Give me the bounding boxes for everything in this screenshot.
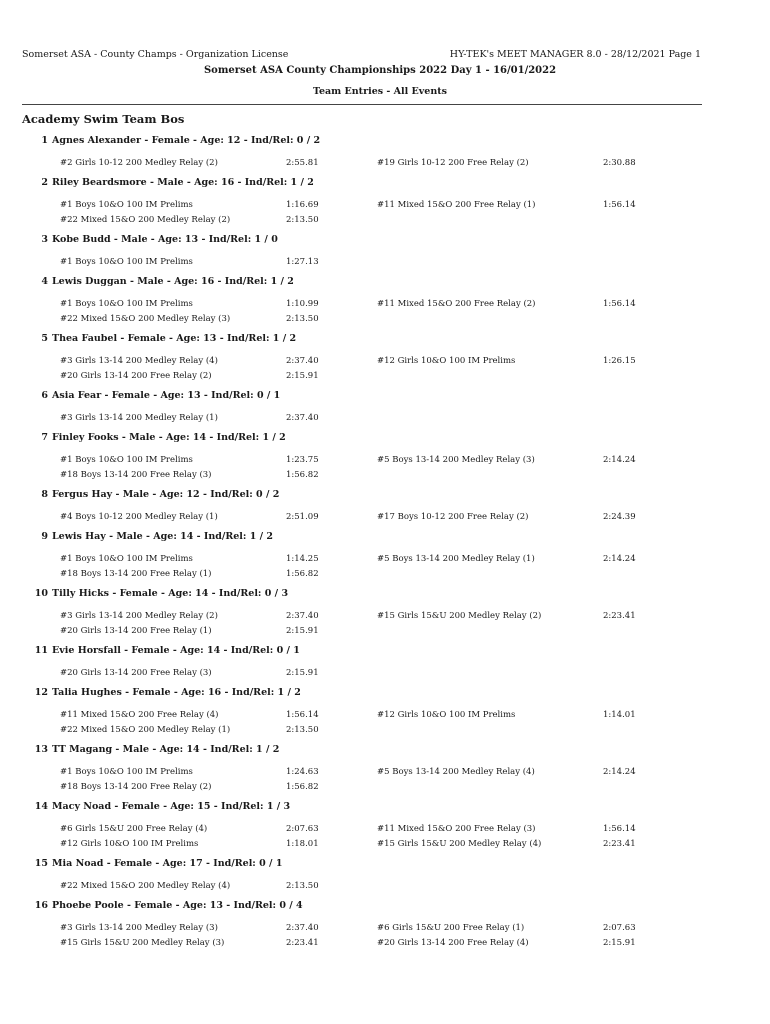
entry-time: 1:26.15 bbox=[603, 356, 636, 366]
athlete-name: Talia Hughes - Female - Age: 16 - Ind/Rel: 1 / 2 bbox=[52, 687, 301, 698]
athlete-heading bbox=[30, 645, 300, 656]
entry-time: 2:37.40 bbox=[286, 413, 319, 423]
athlete-number: 8 bbox=[41, 489, 48, 500]
entry-event: #3 Girls 13-14 200 Medley Relay (2) bbox=[60, 611, 218, 621]
entry-time: 1:27.13 bbox=[286, 257, 319, 267]
entry-event: #22 Mixed 15&O 200 Medley Relay (2) bbox=[60, 214, 231, 225]
athlete-heading bbox=[30, 744, 279, 755]
entry-time: 1:16.69 bbox=[286, 200, 319, 210]
entry-time: 2:07.63 bbox=[603, 923, 636, 933]
entry-time: 1:14.01 bbox=[603, 710, 636, 720]
entry-time: 1:24.63 bbox=[286, 767, 319, 777]
athlete-number: 14 bbox=[34, 801, 48, 812]
athlete-number: 5 bbox=[41, 333, 48, 344]
entry-event: #5 Boys 13-14 200 Medley Relay (4) bbox=[377, 767, 535, 777]
entry-time: 2:13.50 bbox=[286, 724, 319, 735]
entry-time: 1:56.14 bbox=[603, 200, 636, 210]
entry-event: #5 Boys 13-14 200 Medley Relay (1) bbox=[377, 554, 535, 564]
athlete-name: Phoebe Poole - Female - Age: 13 - Ind/Rel: 0 / 4 bbox=[52, 900, 303, 911]
athlete-number: 6 bbox=[41, 390, 48, 401]
entry-event: #2 Girls 10-12 200 Medley Relay (2) bbox=[60, 158, 218, 168]
athlete-name: Kobe Budd - Male - Age: 13 - Ind/Rel: 1 / 0 bbox=[52, 234, 278, 245]
athlete-heading bbox=[30, 588, 288, 599]
athlete-heading bbox=[30, 801, 290, 812]
entry-time: 1:56.14 bbox=[603, 824, 636, 834]
entry-time: 2:30.88 bbox=[603, 158, 636, 168]
report-subtitle: Team Entries - All Events bbox=[313, 86, 447, 97]
entry-event: #18 Boys 13-14 200 Free Relay (1) bbox=[60, 568, 212, 579]
entry-time: 2:51.09 bbox=[286, 512, 319, 522]
athlete-name: Macy Noad - Female - Age: 15 - Ind/Rel: 1 / 3 bbox=[52, 801, 291, 812]
athlete-number: 10 bbox=[34, 588, 48, 599]
entry-event: #1 Boys 10&O 100 IM Prelims bbox=[60, 200, 193, 210]
entry-time: 1:18.01 bbox=[286, 838, 319, 849]
athlete-number: 12 bbox=[34, 687, 48, 698]
entry-event: #1 Boys 10&O 100 IM Prelims bbox=[60, 257, 193, 267]
entry-event: #4 Boys 10-12 200 Medley Relay (1) bbox=[60, 512, 218, 522]
athlete-number: 11 bbox=[34, 645, 48, 656]
athlete-name: Evie Horsfall - Female - Age: 14 - Ind/Rel: 0 / 1 bbox=[52, 645, 300, 656]
entry-time: 2:14.24 bbox=[603, 767, 636, 777]
entry-event: #19 Girls 10-12 200 Free Relay (2) bbox=[377, 158, 529, 168]
entry-time: 1:56.82 bbox=[286, 469, 319, 480]
entry-time: 2:55.81 bbox=[286, 158, 319, 168]
athlete-number: 7 bbox=[41, 432, 48, 443]
entry-event: #12 Girls 10&O 100 IM Prelims bbox=[377, 710, 516, 720]
athlete-heading bbox=[30, 234, 278, 245]
entry-event: #22 Mixed 15&O 200 Medley Relay (3) bbox=[60, 313, 231, 324]
athlete-heading bbox=[30, 276, 294, 287]
athlete-number: 16 bbox=[34, 900, 48, 911]
athlete-heading bbox=[30, 900, 303, 911]
entry-event: #12 Girls 10&O 100 IM Prelims bbox=[377, 356, 516, 366]
entry-event: #3 Girls 13-14 200 Medley Relay (4) bbox=[60, 356, 218, 366]
athlete-number: 1 bbox=[41, 135, 48, 146]
athlete-heading bbox=[30, 135, 320, 146]
entry-time: 2:37.40 bbox=[286, 611, 319, 621]
entry-time: 2:14.24 bbox=[603, 554, 636, 564]
athlete-name: Mia Noad - Female - Age: 17 - Ind/Rel: 0 / 1 bbox=[52, 858, 283, 869]
entry-event: #3 Girls 13-14 200 Medley Relay (3) bbox=[60, 923, 218, 933]
athlete-number: 15 bbox=[34, 858, 48, 869]
entry-event: #11 Mixed 15&O 200 Free Relay (2) bbox=[377, 299, 536, 309]
entry-event: #3 Girls 13-14 200 Medley Relay (1) bbox=[60, 413, 218, 423]
entry-event: #15 Girls 15&U 200 Medley Relay (4) bbox=[377, 838, 542, 849]
entry-time: 2:15.91 bbox=[286, 370, 319, 381]
entry-event: #1 Boys 10&O 100 IM Prelims bbox=[60, 299, 193, 309]
entry-event: #11 Mixed 15&O 200 Free Relay (4) bbox=[60, 710, 219, 720]
entry-time: 2:13.50 bbox=[286, 214, 319, 225]
entry-time: 1:56.82 bbox=[286, 568, 319, 579]
entry-time: 2:37.40 bbox=[286, 356, 319, 366]
athlete-name: Lewis Hay - Male - Age: 14 - Ind/Rel: 1 / 2 bbox=[52, 531, 274, 542]
entry-time: 1:56.14 bbox=[603, 299, 636, 309]
entry-event: #6 Girls 15&U 200 Free Relay (1) bbox=[377, 923, 525, 933]
athlete-name: Lewis Duggan - Male - Age: 16 - Ind/Rel: 1 / 2 bbox=[52, 276, 294, 287]
entry-event: #20 Girls 13-14 200 Free Relay (2) bbox=[60, 370, 212, 381]
entry-event: #20 Girls 13-14 200 Free Relay (4) bbox=[377, 937, 529, 948]
athlete-name: Agnes Alexander - Female - Age: 12 - Ind/Rel: 0 / 2 bbox=[52, 135, 321, 146]
entry-time: 2:15.91 bbox=[286, 668, 319, 678]
report-header-left: Somerset ASA - County Champs - Organization License bbox=[22, 49, 289, 60]
entry-event: #15 Girls 15&U 200 Medley Relay (2) bbox=[377, 611, 542, 621]
athlete-name: Thea Faubel - Female - Age: 13 - Ind/Rel: 1 / 2 bbox=[52, 333, 297, 344]
athlete-name: Riley Beardsmore - Male - Age: 16 - Ind/Rel: 1 / 2 bbox=[52, 177, 314, 188]
entry-time: 2:07.63 bbox=[286, 824, 319, 834]
athlete-number: 9 bbox=[41, 531, 48, 542]
entry-time: 2:15.91 bbox=[603, 937, 636, 948]
athlete-heading bbox=[30, 489, 279, 500]
entry-event: #1 Boys 10&O 100 IM Prelims bbox=[60, 767, 193, 777]
athlete-name: TT Magang - Male - Age: 14 - Ind/Rel: 1 / 2 bbox=[52, 744, 280, 755]
entry-time: 1:10.99 bbox=[286, 299, 319, 309]
athlete-heading bbox=[30, 177, 314, 188]
entry-event: #15 Girls 15&U 200 Medley Relay (3) bbox=[60, 937, 225, 948]
athlete-heading bbox=[30, 432, 286, 443]
athlete-name: Fergus Hay - Male - Age: 12 - Ind/Rel: 0 / 2 bbox=[52, 489, 280, 500]
entry-time: 2:23.41 bbox=[603, 838, 636, 849]
athlete-heading bbox=[30, 531, 273, 542]
entry-event: #17 Boys 10-12 200 Free Relay (2) bbox=[377, 512, 529, 522]
athlete-heading bbox=[30, 858, 282, 869]
athlete-name: Finley Fooks - Male - Age: 14 - Ind/Rel: 1 / 2 bbox=[52, 432, 286, 443]
entry-event: #11 Mixed 15&O 200 Free Relay (1) bbox=[377, 200, 536, 210]
entry-event: #12 Girls 10&O 100 IM Prelims bbox=[60, 838, 199, 849]
entry-time: 2:24.39 bbox=[603, 512, 636, 522]
report-title: Somerset ASA County Championships 2022 Day 1 - 16/01/2022 bbox=[203, 65, 557, 76]
athlete-heading bbox=[30, 390, 280, 401]
entry-event: #6 Girls 15&U 200 Free Relay (4) bbox=[60, 824, 208, 834]
entry-time: 2:13.50 bbox=[286, 881, 319, 891]
entry-time: 2:23.41 bbox=[286, 937, 319, 948]
entry-time: 2:14.24 bbox=[603, 455, 636, 465]
entry-time: 1:56.14 bbox=[286, 710, 319, 720]
entry-event: #1 Boys 10&O 100 IM Prelims bbox=[60, 554, 193, 564]
entry-time: 2:13.50 bbox=[286, 313, 319, 324]
entry-event: #22 Mixed 15&O 200 Medley Relay (4) bbox=[60, 881, 231, 891]
athlete-number: 4 bbox=[41, 276, 48, 287]
entry-time: 1:14.25 bbox=[286, 554, 319, 564]
athlete-number: 3 bbox=[41, 234, 48, 245]
athlete-name: Asia Fear - Female - Age: 13 - Ind/Rel: 0 / 1 bbox=[52, 390, 281, 401]
athlete-number: 2 bbox=[41, 177, 48, 188]
entry-time: 2:37.40 bbox=[286, 923, 319, 933]
entry-time: 2:23.41 bbox=[603, 611, 636, 621]
entry-event: #20 Girls 13-14 200 Free Relay (3) bbox=[60, 668, 212, 678]
athlete-heading bbox=[30, 333, 296, 344]
entry-time: 1:23.75 bbox=[286, 455, 319, 465]
athlete-number: 13 bbox=[34, 744, 48, 755]
entry-time: 2:15.91 bbox=[286, 625, 319, 636]
athlete-name: Tilly Hicks - Female - Age: 14 - Ind/Rel: 0 / 3 bbox=[52, 588, 289, 599]
team-name: Academy Swim Team Bos bbox=[22, 112, 185, 126]
entry-event: #1 Boys 10&O 100 IM Prelims bbox=[60, 455, 193, 465]
entry-event: #5 Boys 13-14 200 Medley Relay (3) bbox=[377, 455, 535, 465]
entry-time: 1:56.82 bbox=[286, 781, 319, 792]
entry-event: #20 Girls 13-14 200 Free Relay (1) bbox=[60, 625, 212, 636]
entry-event: #11 Mixed 15&O 200 Free Relay (3) bbox=[377, 824, 536, 834]
entry-event: #22 Mixed 15&O 200 Medley Relay (1) bbox=[60, 724, 231, 735]
entry-event: #18 Boys 13-14 200 Free Relay (3) bbox=[60, 469, 212, 480]
report-header-right: HY-TEK's MEET MANAGER 8.0 - 28/12/2021 Page 1 bbox=[449, 49, 701, 60]
entry-event: #18 Boys 13-14 200 Free Relay (2) bbox=[60, 781, 212, 792]
athlete-heading bbox=[30, 687, 301, 698]
